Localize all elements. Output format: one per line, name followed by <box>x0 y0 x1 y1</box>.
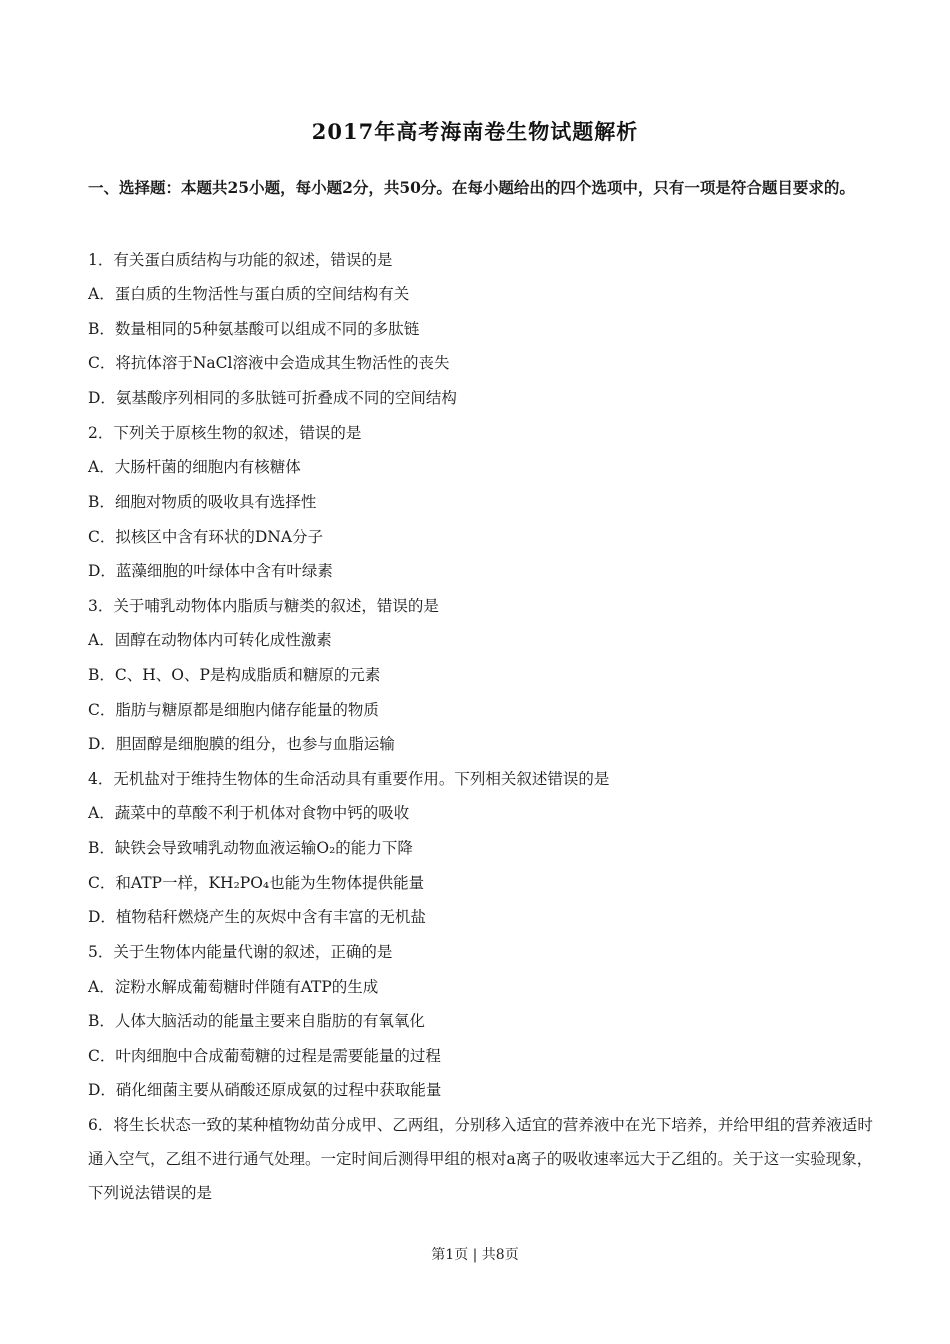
question-4-option-c: C．和ATP一样，KH₂PO₄也能为生物体提供能量 <box>88 874 425 892</box>
question-2-option-c: C．拟核区中含有环状的DNA分子 <box>88 528 324 546</box>
question-3-option-a: A．固醇在动物体内可转化成性激素 <box>88 631 332 649</box>
question-4-option-b: B．缺铁会导致哺乳动物血液运输O₂的能力下降 <box>88 839 413 857</box>
question-1-stem: 1．有关蛋白质结构与功能的叙述，错误的是 <box>88 251 393 269</box>
question-3-stem: 3．关于哺乳动物体内脂质与糖类的叙述，错误的是 <box>88 597 439 615</box>
question-1-option-b: B．数量相同的5种氨基酸可以组成不同的多肽链 <box>88 320 420 338</box>
question-2-option-d: D．蓝藻细胞的叶绿体中含有叶绿素 <box>88 562 333 580</box>
question-4-option-d: D．植物秸秆燃烧产生的灰烬中含有丰富的无机盐 <box>88 908 426 926</box>
question-5-option-a: A．淀粉水解成葡萄糖时伴随有ATP的生成 <box>88 978 379 996</box>
question-4-stem: 4．无机盐对于维持生物体的生命活动具有重要作用。下列相关叙述错误的是 <box>88 770 610 788</box>
section-heading: 一、选择题：本题共25小题，每小题2分，共50分。在每小题给出的四个选项中，只有一项是符合题目要求的。 <box>88 178 855 197</box>
question-2-option-a: A．大肠杆菌的细胞内有核糖体 <box>88 458 301 476</box>
question-3-option-b: B．C、H、O、P是构成脂质和糖原的元素 <box>88 666 381 684</box>
question-3-option-d: D．胆固醇是细胞膜的组分，也参与血脂运输 <box>88 735 395 753</box>
question-4-option-a: A．蔬菜中的草酸不利于机体对食物中钙的吸收 <box>88 804 410 822</box>
page-footer: 第1页 | 共8页 <box>431 1247 519 1263</box>
question-2-stem: 2．下列关于原核生物的叙述，错误的是 <box>88 424 362 442</box>
question-5-stem: 5．关于生物体内能量代谢的叙述，正确的是 <box>88 943 393 961</box>
question-5-option-d: D．硝化细菌主要从硝酸还原成氨的过程中获取能量 <box>88 1081 442 1099</box>
question-3-option-c: C．脂肪与糖原都是细胞内储存能量的物质 <box>88 701 379 719</box>
question-2-option-b: B．细胞对物质的吸收具有选择性 <box>88 493 317 511</box>
question-1-option-d: D．氨基酸序列相同的多肽链可折叠成不同的空间结构 <box>88 389 457 407</box>
question-5-option-b: B．人体大脑活动的能量主要来自脂肪的有氧氧化 <box>88 1012 425 1030</box>
question-1-option-c: C．将抗体溶于NaCl溶液中会造成其生物活性的丧失 <box>88 354 450 372</box>
question-1-option-a: A．蛋白质的生物活性与蛋白质的空间结构有关 <box>88 285 410 303</box>
page-title: 2017年高考海南卷生物试题解析 <box>311 119 639 144</box>
question-5-option-c: C．叶肉细胞中合成葡萄糖的过程是需要能量的过程 <box>88 1047 441 1065</box>
question-6-stem: 6．将生长状态一致的某种植物幼苗分成甲、乙两组，分别移入适宜的营养液中在光下培养，并给甲组的营养液适时通入空气，乙组不进行通气处理。一定时间后测得甲组的根对a离子的吸收速率远大于乙组的。关于这一实验现象，下列说法错误的是 <box>88 1116 873 1202</box>
